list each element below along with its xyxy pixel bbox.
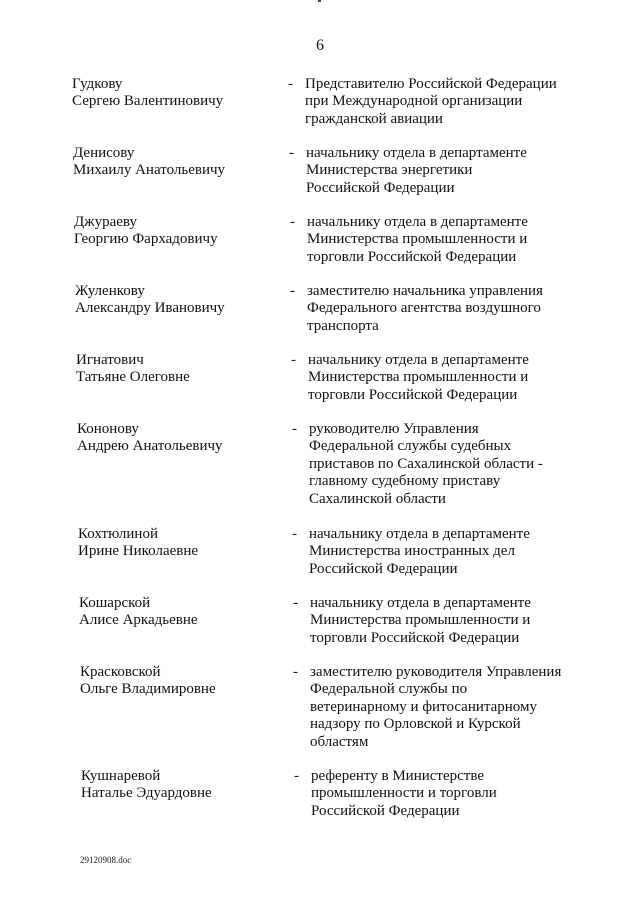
person-given-name: Андрею Анатольевичу xyxy=(77,438,223,455)
person-position xyxy=(309,526,579,578)
person-given-name: Наталье Эдуардовне xyxy=(81,785,212,802)
person-position xyxy=(307,214,577,266)
person-name xyxy=(79,595,299,630)
separator-dash: - xyxy=(288,76,293,92)
person-position xyxy=(307,283,577,335)
position-line: руководителю Управления xyxy=(309,421,479,437)
person-surname: Кошарской xyxy=(79,595,151,611)
person-position xyxy=(306,145,576,197)
separator-dash: - xyxy=(292,526,297,542)
position-line: начальнику отдела в департаменте xyxy=(309,526,530,542)
person-surname: Гудкову xyxy=(72,76,123,92)
person-surname: Кононову xyxy=(77,421,139,437)
position-line: Министерства энергетики xyxy=(306,162,473,179)
separator-dash: - xyxy=(293,664,298,680)
separator-dash: - xyxy=(289,145,294,161)
position-line: промышленности и торговли xyxy=(311,785,497,802)
position-line: главному судебному приставу xyxy=(309,473,501,490)
person-surname: Денисову xyxy=(73,145,135,161)
person-name xyxy=(81,768,301,803)
position-line: Министерства иностранных дел xyxy=(309,543,515,560)
position-line: Российской Федерации xyxy=(309,560,458,577)
position-line: Федеральной службы судебных xyxy=(309,438,512,455)
person-position xyxy=(310,595,580,647)
position-line: начальнику отдела в департаменте xyxy=(306,145,527,161)
person-name xyxy=(76,352,296,387)
position-line: областям xyxy=(310,733,369,750)
separator-dash: - xyxy=(290,283,295,299)
person-name xyxy=(77,421,297,456)
separator-dash: - xyxy=(292,421,297,437)
person-position xyxy=(305,76,575,128)
position-line: Министерства промышленности и xyxy=(310,612,531,629)
page-number: 6 xyxy=(316,37,324,54)
separator-dash: - xyxy=(294,768,299,784)
position-line: начальнику отдела в департаменте xyxy=(307,214,528,230)
person-given-name: Алисе Аркадьевне xyxy=(79,612,198,629)
person-surname: Красковской xyxy=(80,664,161,680)
person-position xyxy=(310,664,580,751)
position-line: Федерального агентства воздушного xyxy=(307,300,541,317)
position-line: начальнику отдела в департаменте xyxy=(310,595,531,611)
separator-dash: - xyxy=(293,595,298,611)
person-given-name: Сергею Валентиновичу xyxy=(72,93,224,110)
position-line: Российской Федерации xyxy=(306,179,455,196)
position-line: при Международной организации xyxy=(305,93,523,110)
person-name xyxy=(73,145,293,180)
position-line: торговли Российской Федерации xyxy=(310,629,520,646)
position-line: гражданской авиации xyxy=(305,110,443,127)
position-line: начальнику отдела в департаменте xyxy=(308,352,529,368)
position-line: заместителю начальника управления xyxy=(307,283,543,299)
person-name xyxy=(75,283,295,318)
position-line: торговли Российской Федерации xyxy=(307,248,517,265)
separator-dash: - xyxy=(290,214,295,230)
person-given-name: Александру Ивановичу xyxy=(75,300,225,317)
position-line: Министерства промышленности и xyxy=(308,369,529,386)
position-line: торговли Российской Федерации xyxy=(308,386,518,403)
person-given-name: Татьяне Олеговне xyxy=(76,369,190,386)
person-given-name: Ирине Николаевне xyxy=(78,543,199,560)
position-line: ветеринарному и фитосанитарному xyxy=(310,698,537,715)
person-position xyxy=(308,352,578,404)
person-name xyxy=(74,214,294,249)
document-filename: 29120908.doc xyxy=(80,855,132,865)
position-line: Федеральной службы по xyxy=(310,681,468,698)
person-surname: Джураеву xyxy=(74,214,137,230)
person-name xyxy=(80,664,300,699)
person-given-name: Михаилу Анатольевичу xyxy=(73,162,226,179)
position-line: надзору по Орловской и Курской xyxy=(310,716,521,733)
separator-dash: - xyxy=(291,352,296,368)
position-line: Российской Федерации xyxy=(311,802,460,819)
position-line: транспорта xyxy=(307,317,379,334)
person-surname: Жуленкову xyxy=(75,283,145,299)
position-line: Сахалинской области xyxy=(309,490,446,507)
person-position xyxy=(309,421,579,508)
person-name xyxy=(78,526,298,561)
person-surname: Кохтюлиной xyxy=(78,526,158,542)
position-line: приставов по Сахалинской области - xyxy=(309,455,543,472)
person-given-name: Георгию Фархадовичу xyxy=(74,231,218,248)
position-line: Представителю Российской Федерации xyxy=(305,76,557,92)
person-surname: Игнатович xyxy=(76,352,144,368)
top-edge-mark xyxy=(318,0,321,2)
person-position xyxy=(311,768,581,820)
position-line: референту в Министерстве xyxy=(311,768,484,784)
position-line: Министерства промышленности и xyxy=(307,231,528,248)
position-line: заместителю руководителя Управления xyxy=(310,664,562,680)
person-given-name: Ольге Владимировне xyxy=(80,681,216,698)
person-name xyxy=(72,76,292,111)
person-surname: Кушнаревой xyxy=(81,768,161,784)
